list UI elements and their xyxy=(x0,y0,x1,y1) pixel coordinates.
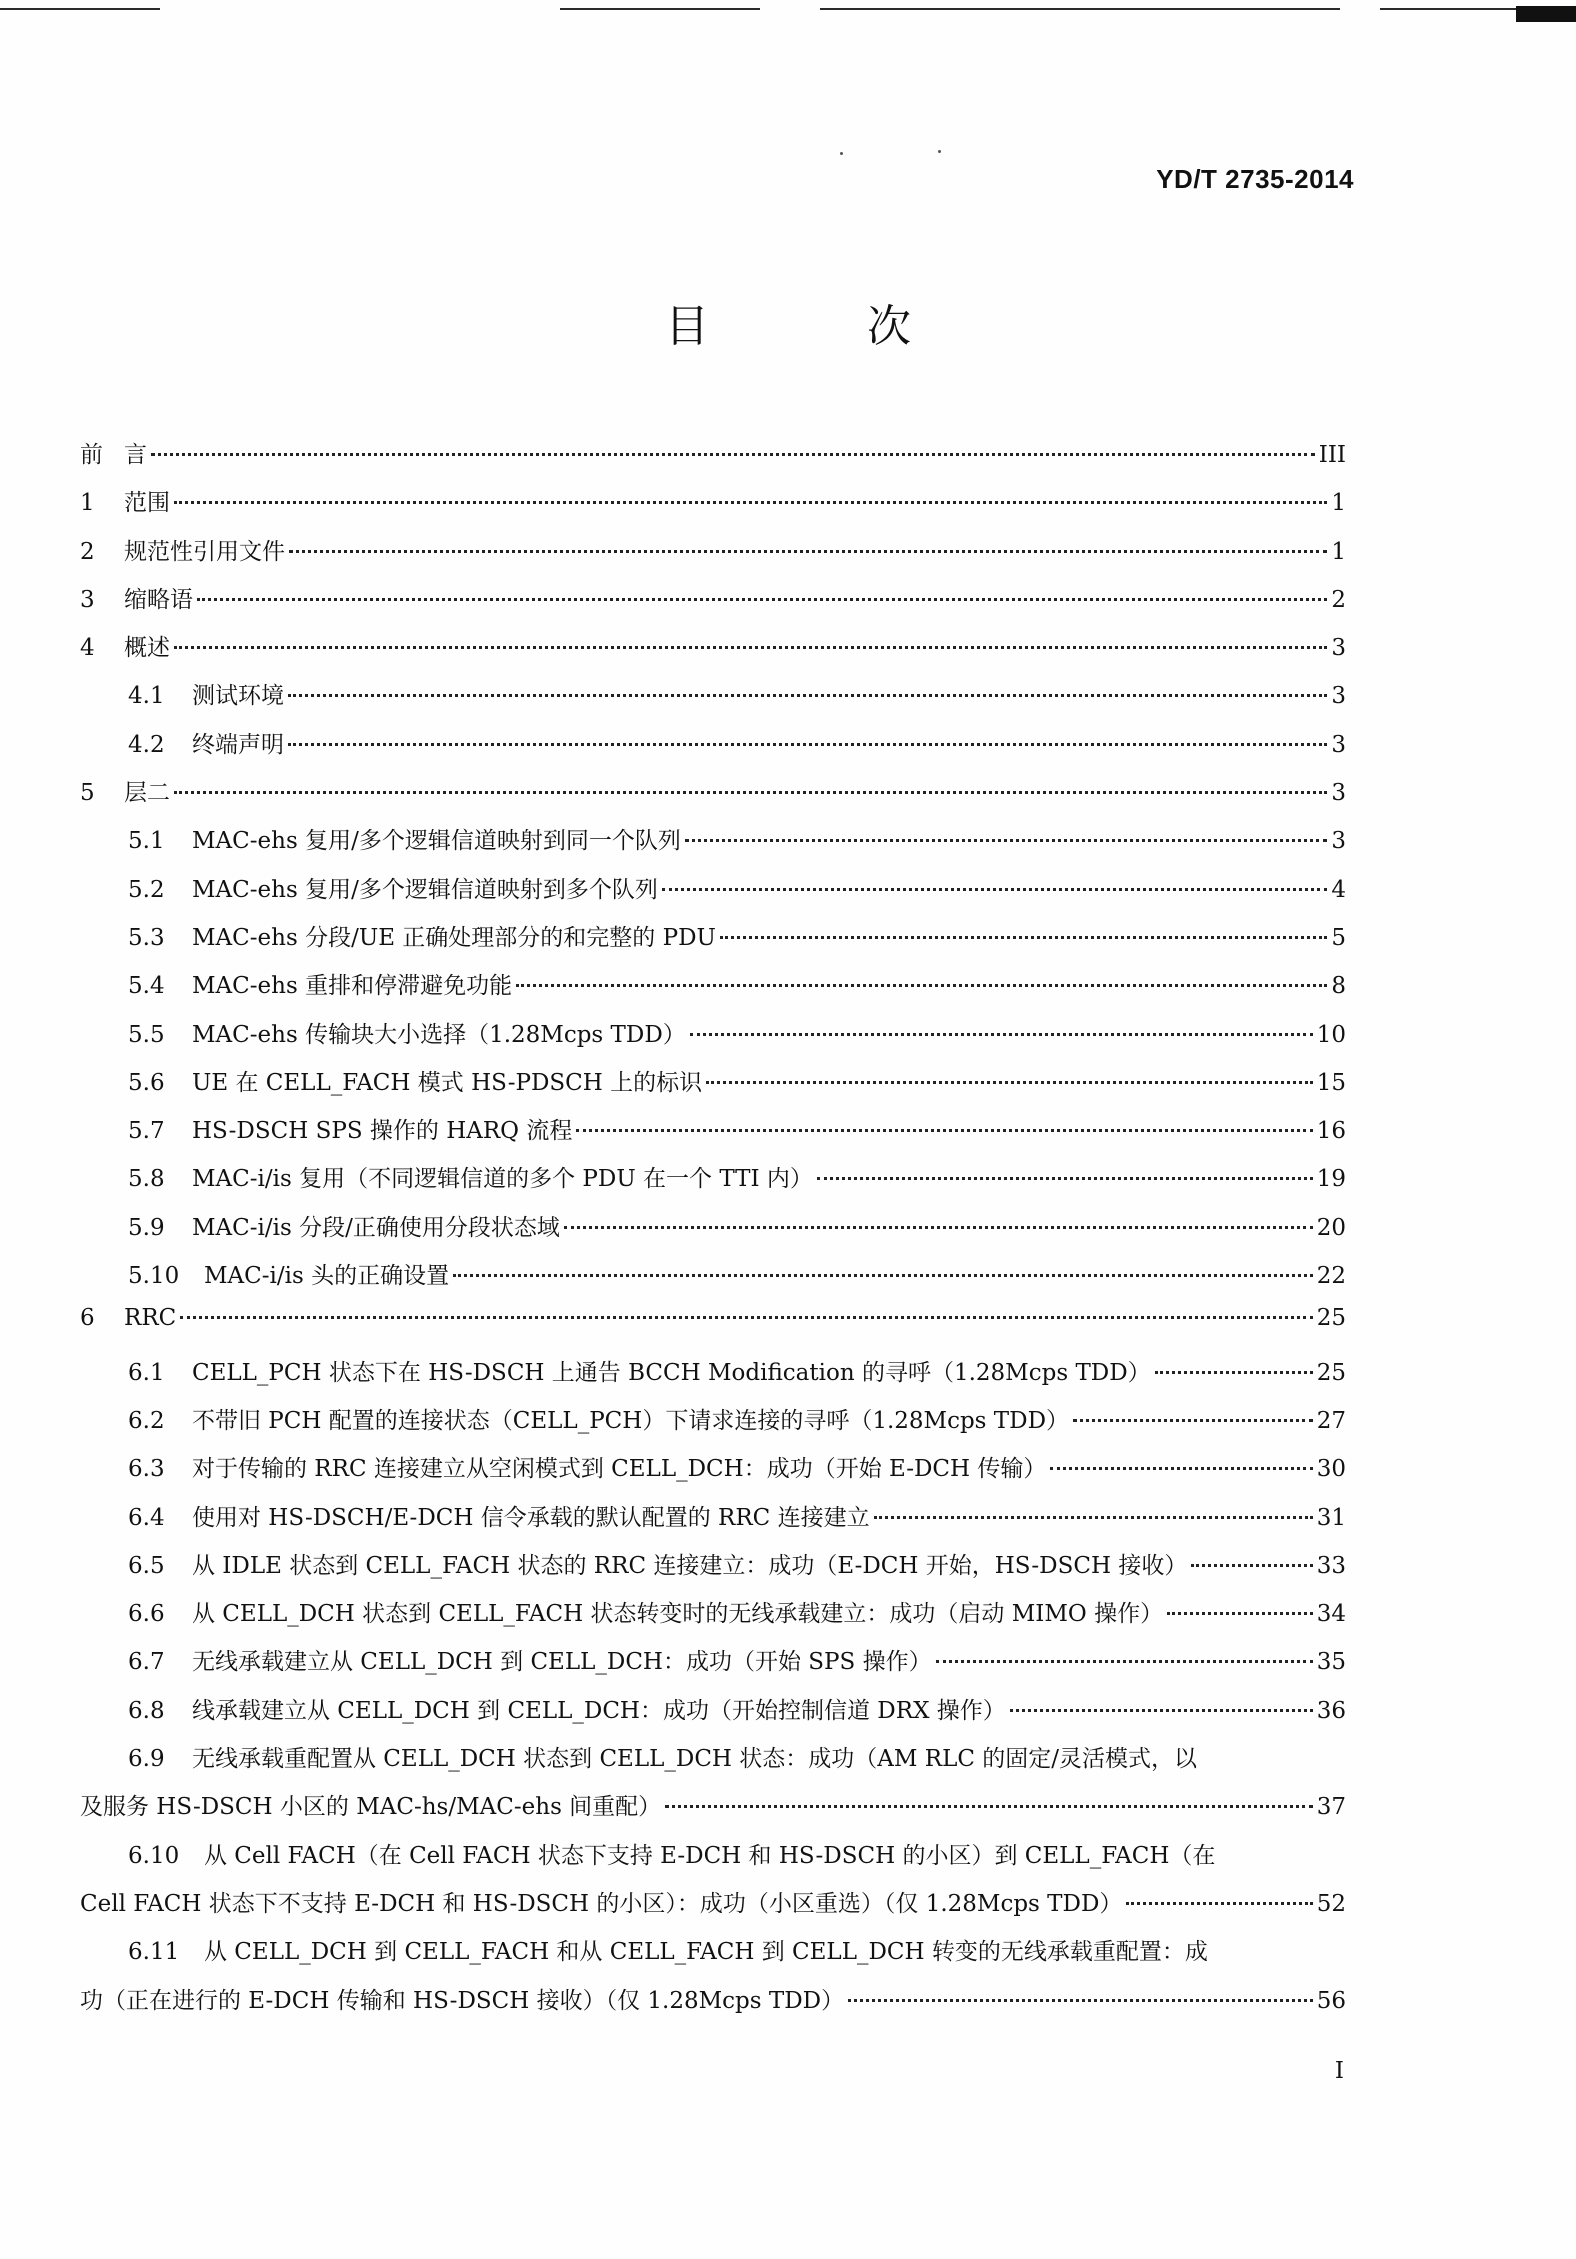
toc-entry-number: 5.10 xyxy=(128,1263,180,1290)
toc-entry-page: 3 xyxy=(1331,635,1346,662)
dot-leader xyxy=(174,646,1327,649)
toc-entry-number: 5.5 xyxy=(128,1021,165,1048)
toc-entry[interactable] xyxy=(80,1209,1346,1257)
toc-entry-page: 8 xyxy=(1331,973,1346,1000)
toc-entry-label: UE 在 CELL_FACH 模式 HS-PDSCH 上的标识 xyxy=(192,1069,703,1096)
toc-entry-label: 无线承载建立从 CELL_DCH 到 CELL_DCH：成功（开始 SPS 操作） xyxy=(192,1649,932,1676)
toc-entry-label-continued: 及服务 HS-DSCH 小区的 MAC-hs/MAC-ehs 间重配） xyxy=(80,1794,662,1821)
toc-entry[interactable] xyxy=(80,1305,1346,1353)
toc-entry-page: 22 xyxy=(1316,1263,1346,1290)
toc-entry-number: 5.1 xyxy=(128,828,165,855)
toc-entry-label: 规范性引用文件 xyxy=(124,538,285,565)
dot-leader xyxy=(151,453,1315,456)
toc-entry-number: 5 xyxy=(80,780,95,807)
toc-entry-label: 层二 xyxy=(124,780,170,807)
toc-entry-page: 3 xyxy=(1331,780,1346,807)
toc-entry-line2 xyxy=(80,1885,1346,1933)
dot-leader xyxy=(1073,1419,1313,1422)
dot-leader xyxy=(576,1129,1312,1132)
toc-entry-page: 5 xyxy=(1331,924,1346,951)
toc-entry-label: 使用对 HS-DSCH/E-DCH 信令承载的默认配置的 RRC 连接建立 xyxy=(192,1504,870,1531)
toc-entry[interactable] xyxy=(80,1547,1346,1595)
toc-entry-label: 范围 xyxy=(124,490,170,517)
toc-entry-number: 5.7 xyxy=(128,1118,165,1145)
toc-entry-page: 15 xyxy=(1316,1069,1346,1096)
toc-entry[interactable] xyxy=(80,1257,1346,1305)
dot-leader xyxy=(685,839,1328,842)
toc-entry-number: 6.11 xyxy=(128,1939,180,1966)
toc-entry[interactable] xyxy=(80,1112,1346,1160)
dot-leader xyxy=(1191,1564,1312,1567)
toc-entry-number: 5.6 xyxy=(128,1069,165,1096)
toc-entry[interactable] xyxy=(80,1499,1346,1547)
toc-entry[interactable] xyxy=(80,484,1346,532)
toc-entry-line1 xyxy=(80,1933,1346,1981)
toc-entry-number: 6.1 xyxy=(128,1359,165,1386)
dot-leader xyxy=(1010,1709,1313,1712)
dot-leader xyxy=(665,1805,1313,1808)
toc-entry-label: 测试环境 xyxy=(192,683,284,710)
scan-speck xyxy=(938,150,941,153)
toc-entry-page: 52 xyxy=(1316,1890,1346,1917)
toc-entry-number: 6.8 xyxy=(128,1697,165,1724)
toc-entry-label: RRC xyxy=(124,1305,177,1332)
toc-entry-number: 5.2 xyxy=(128,876,165,903)
toc-entry-label: 缩略语 xyxy=(124,586,193,613)
dot-leader xyxy=(848,1999,1313,2002)
toc-entry-label: 无线承载重配置从 CELL_DCH 状态到 CELL_DCH 状态：成功（AM RLC 的固定/灵活模式，以 xyxy=(192,1746,1198,1773)
toc-entry-page: 56 xyxy=(1316,1987,1346,2014)
toc-entry[interactable] xyxy=(80,774,1346,822)
toc-entry-number: 6.5 xyxy=(128,1552,165,1579)
toc-entry-number: 6.6 xyxy=(128,1601,165,1628)
toc-entry[interactable] xyxy=(80,1692,1346,1740)
toc-entry-number: 5.8 xyxy=(128,1166,165,1193)
toc-entry-page: 2 xyxy=(1331,586,1346,613)
toc-entry-line1 xyxy=(80,1837,1346,1885)
toc-entry-label: 从 Cell FACH（在 Cell FACH 状态下支持 E-DCH 和 HS-DSCH 的小区）到 CELL_FACH（在 xyxy=(204,1842,1216,1869)
toc-entry[interactable] xyxy=(80,967,1346,1015)
toc-entry-page: 20 xyxy=(1316,1214,1346,1241)
toc-entry-label: 不带旧 PCH 配置的连接状态（CELL_PCH）下请求连接的寻呼（1.28Mcps TDD） xyxy=(192,1407,1070,1434)
page-number: I xyxy=(1334,2058,1344,2084)
toc-entry-page: 34 xyxy=(1316,1601,1346,1628)
toc-entry-label: MAC-i/is 复用（不同逻辑信道的多个 PDU 在一个 TTI 内） xyxy=(192,1166,813,1193)
toc-entry-page: 30 xyxy=(1316,1456,1346,1483)
toc-entry-label: HS-DSCH SPS 操作的 HARQ 流程 xyxy=(192,1118,573,1145)
toc-entry[interactable] xyxy=(80,871,1346,919)
toc-entry-page: 27 xyxy=(1316,1407,1346,1434)
toc-entry-number: 4 xyxy=(80,635,95,662)
toc-entry-page: 25 xyxy=(1316,1359,1346,1386)
toc-entry-number: 4.2 xyxy=(128,731,165,758)
dot-leader xyxy=(817,1177,1313,1180)
dot-leader xyxy=(174,501,1327,504)
toc-entry-number: 5.9 xyxy=(128,1214,165,1241)
scan-artifact-line xyxy=(560,8,760,10)
dot-leader xyxy=(564,1226,1313,1229)
toc-entry[interactable] xyxy=(80,533,1346,581)
toc-entry-page: 1 xyxy=(1331,538,1346,565)
dot-leader xyxy=(180,1316,1312,1319)
toc-entry-number: 6.4 xyxy=(128,1504,165,1531)
toc-entry-number: 6.3 xyxy=(128,1456,165,1483)
toc-entry[interactable] xyxy=(80,677,1346,725)
table-of-contents xyxy=(80,436,1346,2030)
toc-entry-page: III xyxy=(1318,442,1346,468)
toc-entry-label: 从 IDLE 状态到 CELL_FACH 状态的 RRC 连接建立：成功（E-DCH 开始，HS-DSCH 接收） xyxy=(192,1552,1188,1579)
toc-entry[interactable] xyxy=(80,1933,1346,2030)
toc-entry-label: 线承载建立从 CELL_DCH 到 CELL_DCH：成功（开始控制信道 DRX 操作） xyxy=(192,1697,1006,1724)
toc-entry[interactable] xyxy=(80,1837,1346,1934)
toc-entry-number: 6.2 xyxy=(128,1407,165,1434)
toc-entry[interactable] xyxy=(80,1160,1346,1208)
dot-leader xyxy=(1167,1612,1313,1615)
toc-entry-line2 xyxy=(80,1982,1346,2030)
toc-entry-page: 3 xyxy=(1331,731,1346,758)
dot-leader xyxy=(662,888,1328,891)
dot-leader xyxy=(936,1660,1313,1663)
dot-leader xyxy=(174,791,1327,794)
toc-entry[interactable] xyxy=(80,1402,1346,1450)
toc-entry-line2 xyxy=(80,1788,1346,1836)
toc-entry-label-continued: Cell FACH 状态下不支持 E-DCH 和 HS-DSCH 的小区）：成功（小区重选）（仅 1.28Mcps TDD） xyxy=(80,1890,1123,1917)
toc-entry[interactable] xyxy=(80,1643,1346,1691)
toc-entry-label: 概述 xyxy=(124,635,170,662)
scan-speck xyxy=(840,152,843,155)
toc-entry[interactable] xyxy=(80,629,1346,677)
toc-entry-label: MAC-ehs 复用/多个逻辑信道映射到多个队列 xyxy=(192,876,658,903)
toc-entry-page: 33 xyxy=(1316,1552,1346,1579)
dot-leader xyxy=(1126,1902,1312,1905)
toc-entry-page: 35 xyxy=(1316,1649,1346,1676)
toc-entry-number: 5.3 xyxy=(128,924,165,951)
page-title: 目 次 xyxy=(665,301,983,352)
toc-entry-number: 前 xyxy=(80,442,103,468)
toc-entry-page: 10 xyxy=(1316,1021,1346,1048)
toc-entry[interactable] xyxy=(80,436,1346,484)
toc-entry-label: MAC-ehs 传输块大小选择（1.28Mcps TDD） xyxy=(192,1021,686,1048)
toc-entry-page: 16 xyxy=(1316,1118,1346,1145)
dot-leader xyxy=(1155,1371,1313,1374)
dot-leader xyxy=(1050,1467,1312,1470)
toc-entry-page: 3 xyxy=(1331,828,1346,855)
toc-entry[interactable] xyxy=(80,581,1346,629)
toc-entry-number: 6.7 xyxy=(128,1649,165,1676)
dot-leader xyxy=(690,1033,1313,1036)
toc-entry-page: 3 xyxy=(1331,683,1346,710)
toc-entry-number: 2 xyxy=(80,538,95,565)
scan-artifact-line xyxy=(0,8,160,10)
toc-entry[interactable] xyxy=(80,919,1346,967)
toc-entry-line1 xyxy=(80,1740,1346,1788)
toc-entry-page: 19 xyxy=(1316,1166,1346,1193)
toc-entry-label: MAC-i/is 分段/正确使用分段状态域 xyxy=(192,1214,560,1241)
toc-entry[interactable] xyxy=(80,1064,1346,1112)
toc-entry-label-continued: 功（正在进行的 E-DCH 传输和 HS-DSCH 接收）（仅 1.28Mcps TDD） xyxy=(80,1987,845,2014)
toc-entry-number: 3 xyxy=(80,586,95,613)
dot-leader xyxy=(288,694,1327,697)
toc-entry[interactable] xyxy=(80,726,1346,774)
toc-entry[interactable] xyxy=(80,822,1346,870)
toc-entry-label: MAC-i/is 头的正确设置 xyxy=(204,1263,450,1290)
dot-leader xyxy=(197,598,1327,601)
toc-entry-page: 4 xyxy=(1331,876,1346,903)
toc-entry-label: MAC-ehs 复用/多个逻辑信道映射到同一个队列 xyxy=(192,828,681,855)
scan-artifact-line xyxy=(820,8,1340,10)
toc-entry-page: 1 xyxy=(1331,490,1346,517)
scan-edge-bar xyxy=(1516,6,1576,22)
toc-entry-page: 31 xyxy=(1316,1504,1346,1531)
dot-leader xyxy=(516,984,1327,987)
toc-entry-number: 1 xyxy=(80,490,95,517)
toc-entry-page: 37 xyxy=(1316,1794,1346,1821)
toc-entry-page: 25 xyxy=(1316,1305,1346,1332)
dot-leader xyxy=(453,1274,1313,1277)
toc-entry[interactable] xyxy=(80,1595,1346,1643)
toc-entry-number: 4.1 xyxy=(128,683,165,710)
toc-entry-number: 6.9 xyxy=(128,1746,165,1773)
toc-entry-label: 言 xyxy=(124,442,147,468)
dot-leader xyxy=(874,1516,1313,1519)
toc-entry-number: 6 xyxy=(80,1305,95,1332)
standard-code: YD/T 2735-2014 xyxy=(1156,164,1354,194)
toc-entry-label: 从 CELL_DCH 到 CELL_FACH 和从 CELL_FACH 到 CELL_DCH 转变的无线承载重配置：成 xyxy=(204,1939,1208,1966)
toc-entry[interactable] xyxy=(80,1354,1346,1402)
dot-leader xyxy=(720,936,1327,939)
toc-entry-label: CELL_PCH 状态下在 HS-DSCH 上通告 BCCH Modification 的寻呼（1.28Mcps TDD） xyxy=(192,1359,1151,1386)
toc-entry[interactable] xyxy=(80,1740,1346,1837)
toc-entry-label: 从 CELL_DCH 状态到 CELL_FACH 状态转变时的无线承载建立：成功（启动 MIMO 操作） xyxy=(192,1601,1164,1628)
dot-leader xyxy=(706,1081,1313,1084)
toc-entry-label: 对于传输的 RRC 连接建立从空闲模式到 CELL_DCH：成功（开始 E-DCH 传输） xyxy=(192,1456,1047,1483)
toc-entry-label: 终端声明 xyxy=(192,731,284,758)
toc-entry[interactable] xyxy=(80,1450,1346,1498)
toc-entry[interactable] xyxy=(80,1016,1346,1064)
toc-entry-number: 6.10 xyxy=(128,1842,180,1869)
toc-entry-label: MAC-ehs 重排和停滞避免功能 xyxy=(192,973,513,1000)
toc-entry-page: 36 xyxy=(1316,1697,1346,1724)
scan-artifact-line xyxy=(1380,8,1520,10)
toc-entry-number: 5.4 xyxy=(128,973,165,1000)
toc-entry-label: MAC-ehs 分段/UE 正确处理部分的和完整的 PDU xyxy=(192,924,716,951)
dot-leader xyxy=(288,743,1327,746)
dot-leader xyxy=(289,550,1327,553)
